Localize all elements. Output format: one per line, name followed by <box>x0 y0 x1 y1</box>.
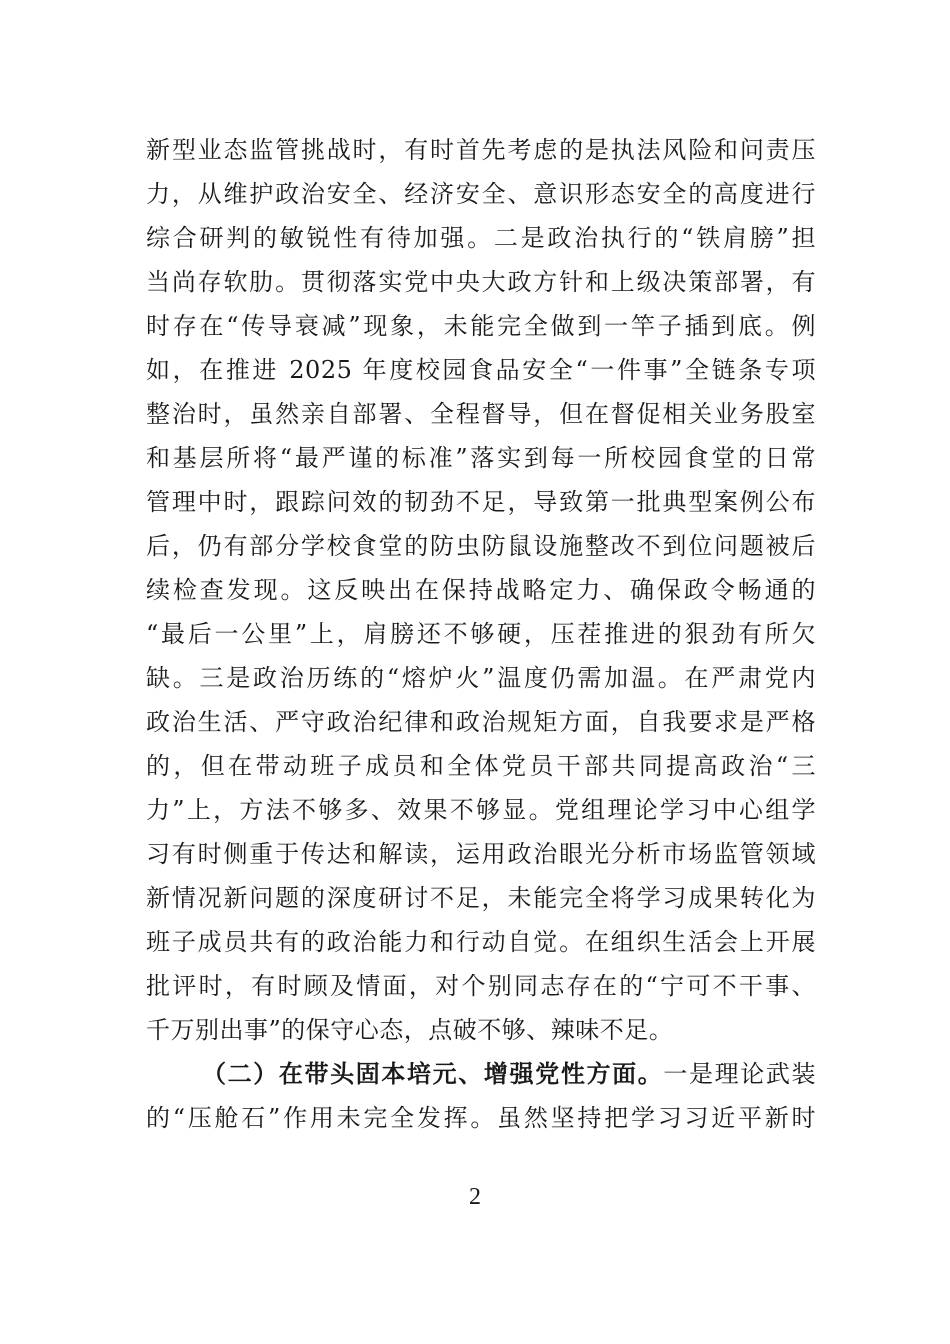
text-line: 政治生活、严守政治纪律和政治规矩方面，自我要求是严格 <box>146 708 816 736</box>
text-line: 后，仍有部分学校食堂的防虫防鼠设施整改不到位问题被后 <box>146 532 816 560</box>
text-line: 力”上，方法不够多、效果不够显。党组理论学习中心组学 <box>146 796 816 824</box>
text-line: 的，但在带动班子成员和全体党员干部共同提高政治“三 <box>146 752 816 780</box>
body-text <box>146 128 816 1140</box>
text-line: 续检查发现。这反映出在保持战略定力、确保政令畅通的 <box>146 576 816 604</box>
text-line: 习有时侧重于传达和解读，运用政治眼光分析市场监管领域 <box>146 840 816 868</box>
text-line: 新型业态监管挑战时，有时首先考虑的是执法风险和问责压 <box>146 136 816 164</box>
text-line: “最后一公里”上，肩膀还不够硬，压茬推进的狠劲有所欠 <box>146 620 816 648</box>
page-number: 2 <box>469 1184 481 1210</box>
text-line: 新情况新问题的深度研讨不足，未能完全将学习成果转化为 <box>146 884 816 912</box>
text-line: 当尚存软肋。贯彻落实党中央大政方针和上级决策部署，有 <box>146 268 816 296</box>
text-line: 缺。三是政治历练的“熔炉火”温度仍需加温。在严肃党内 <box>146 664 816 692</box>
text-line: 千万别出事”的保守心态，点破不够、辣味不足。 <box>146 1016 674 1044</box>
text-line: 综合研判的敏锐性有待加强。二是政治执行的“铁肩膀”担 <box>146 224 816 252</box>
text-line: 管理中时，跟踪问效的韧劲不足，导致第一批典型案例公布 <box>146 488 816 516</box>
text-line: 整治时，虽然亲自部署、全程督导，但在督促相关业务股室 <box>146 400 816 428</box>
section-heading: （二）在带头固本培元、增强党性方面。 <box>202 1059 664 1088</box>
text-line: 的“压舱石”作用未完全发挥。虽然坚持把学习习近平新时 <box>146 1104 816 1132</box>
text-line: 时存在“传导衰减”现象，未能完全做到一竿子插到底。例 <box>146 312 816 340</box>
text-line: 班子成员共有的政治能力和行动自觉。在组织生活会上开展 <box>146 928 816 956</box>
text-line: 和基层所将“最严谨的标准”落实到每一所校园食堂的日常 <box>146 444 816 472</box>
text-line: 力，从维护政治安全、经济安全、意识形态安全的高度进行 <box>146 180 816 208</box>
text-line: 如，在推进 2025 年度校园食品安全“一件事”全链条专项 <box>146 356 816 384</box>
section-heading-continuation: 一是理论武装 <box>663 1060 817 1088</box>
text-line: 批评时，有时顾及情面，对个别同志存在的“宁可不干事、 <box>146 972 816 1000</box>
section-heading-line <box>146 1052 816 1096</box>
